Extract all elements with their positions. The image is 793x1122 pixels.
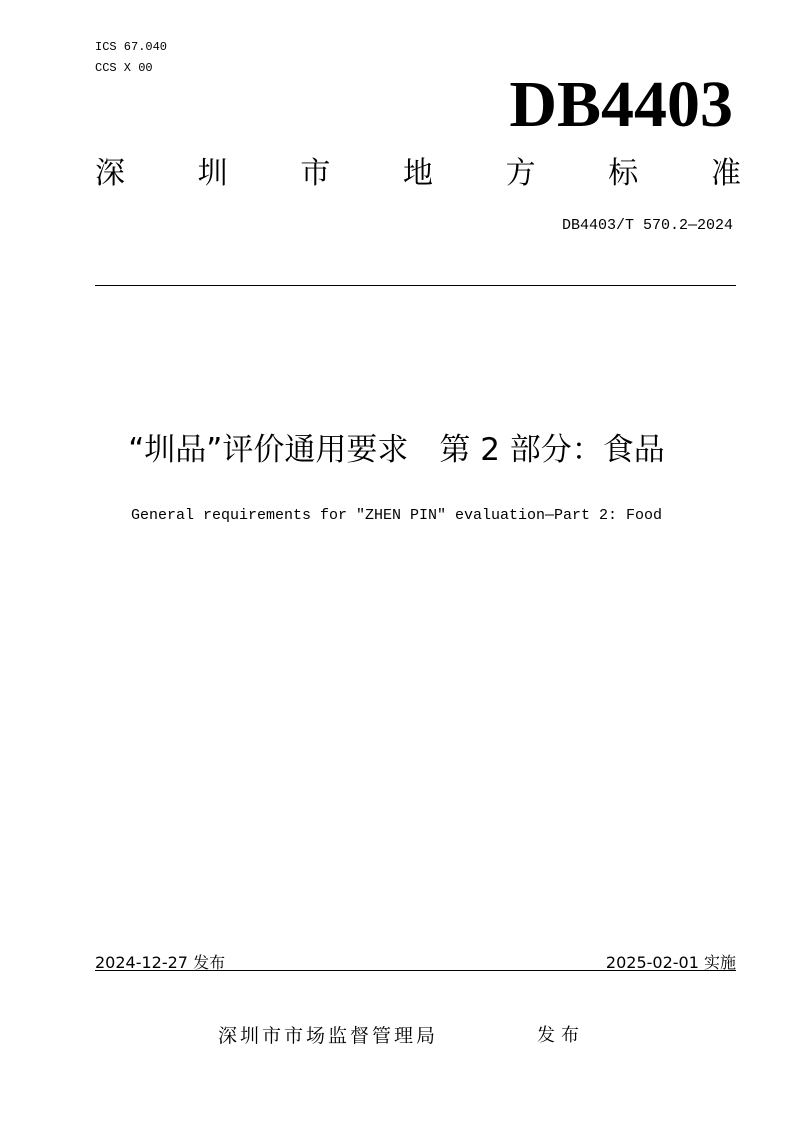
ics-code: ICS 67.040 bbox=[95, 40, 168, 54]
issue-date: 2024-12-27 发布 bbox=[95, 953, 226, 972]
publish-label: 发布 bbox=[537, 1025, 585, 1046]
standard-type bbox=[95, 154, 741, 194]
footer-divider bbox=[95, 970, 736, 971]
standard-code-logo: DB4403 bbox=[509, 68, 733, 141]
standard-type-char: 方 bbox=[505, 156, 536, 191]
standard-number: DB4403/T 570.2—2024 bbox=[561, 217, 733, 234]
document-title: “圳品”评价通用要求 第 2 部分：食品 bbox=[128, 432, 665, 468]
standard-type-char: 市 bbox=[300, 156, 331, 191]
standard-type-char: 圳 bbox=[197, 156, 228, 191]
publisher: 深圳市市场监督管理局 bbox=[218, 1025, 439, 1047]
header-divider bbox=[95, 285, 736, 286]
standard-type-char: 深 bbox=[95, 156, 125, 191]
standard-type-char: 准 bbox=[710, 156, 741, 191]
document-title-english: General requirements for "ZHEN PIN" evaluation—Part 2: Food bbox=[130, 507, 663, 524]
implementation-date: 2025-02-01 实施 bbox=[605, 953, 736, 972]
standard-type-char: 标 bbox=[608, 156, 639, 191]
ccs-code: CCS X 00 bbox=[95, 61, 153, 75]
standard-type-char: 地 bbox=[402, 156, 433, 191]
